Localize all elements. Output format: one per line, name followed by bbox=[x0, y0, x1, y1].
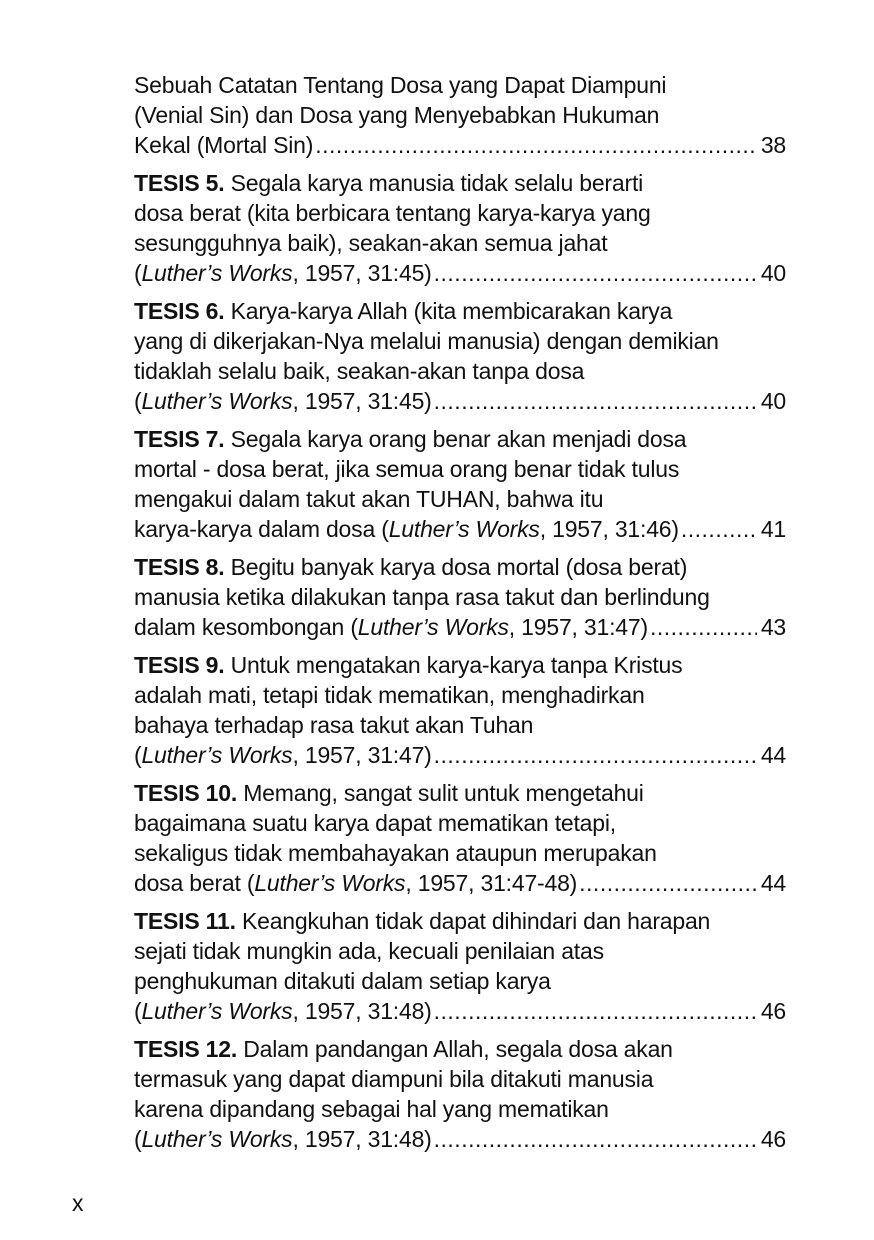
toc-entry-text: Kekal (Mortal Sin) bbox=[134, 132, 314, 158]
toc-entry-citation bbox=[134, 740, 432, 770]
toc-entry-citation bbox=[134, 612, 648, 642]
citation-post: , 1957, 31:46) bbox=[539, 516, 679, 542]
dot-leader bbox=[681, 514, 757, 544]
toc-entry-first-line bbox=[134, 906, 786, 936]
page-number: 46 bbox=[760, 1126, 786, 1152]
toc-entry-line: bahaya terhadap rasa takut akan Tuhan bbox=[134, 712, 534, 738]
toc-entry-last-line bbox=[134, 996, 786, 1026]
toc-entry-line: (Venial Sin) dan Dosa yang Menyebabkan Hukuman bbox=[134, 102, 660, 128]
thesis-label: TESIS 7. bbox=[134, 426, 225, 452]
toc-entry-line: dosa berat (kita berbicara tentang karya-karya yang bbox=[134, 200, 651, 226]
citation-post: , 1957, 31:47) bbox=[292, 742, 432, 768]
toc-entry-line: karena dipandang sebagai hal yang mematikan bbox=[134, 1096, 609, 1122]
toc-entry-first-line bbox=[134, 778, 786, 808]
dot-leader bbox=[434, 386, 757, 416]
citation-source: Luther’s Works bbox=[141, 388, 293, 414]
citation-pre: ( bbox=[134, 998, 142, 1024]
toc-entry-line: adalah mati, tetapi tidak mematikan, menghadirkan bbox=[134, 682, 645, 708]
toc-entry-line: penghukuman ditakuti dalam setiap karya bbox=[134, 968, 551, 994]
thesis-label: TESIS 8. bbox=[134, 554, 225, 580]
toc-entry-text: Segala karya orang benar akan menjadi dosa bbox=[224, 426, 687, 452]
citation-pre: dalam kesombongan ( bbox=[134, 614, 358, 640]
toc-entry-first-line bbox=[134, 296, 786, 326]
citation-source: Luther’s Works bbox=[357, 614, 509, 640]
toc-entry-text: Karya-karya Allah (kita membicarakan karya bbox=[224, 298, 673, 324]
toc-entry-citation bbox=[134, 996, 432, 1026]
toc-entry-text: Segala karya manusia tidak selalu berarti bbox=[224, 170, 644, 196]
dot-leader bbox=[434, 258, 757, 288]
citation-post: , 1957, 31:45) bbox=[292, 388, 432, 414]
toc-entry-tesis-10[interactable] bbox=[134, 778, 786, 898]
toc-entry-last-line bbox=[134, 1124, 786, 1154]
toc-entry-text: Keangkuhan tidak dapat dihindari dan harapan bbox=[235, 908, 711, 934]
toc-entry-citation bbox=[134, 868, 577, 898]
toc-entry-citation bbox=[134, 258, 432, 288]
toc-entry-first-line bbox=[134, 552, 786, 582]
thesis-label: TESIS 10. bbox=[134, 780, 238, 806]
page-number: 44 bbox=[760, 742, 786, 768]
toc-entry-citation bbox=[134, 514, 679, 544]
toc-entry-venial-mortal-note[interactable] bbox=[134, 70, 786, 160]
toc-entry-line: mengakui dalam takut akan TUHAN, bahwa itu bbox=[134, 486, 604, 512]
toc-entry-first-line bbox=[134, 1034, 786, 1064]
citation-source: Luther’s Works bbox=[254, 870, 406, 896]
citation-pre: ( bbox=[134, 1126, 142, 1152]
citation-pre: ( bbox=[134, 260, 142, 286]
toc-entry-last-line bbox=[134, 386, 786, 416]
dot-leader bbox=[315, 130, 757, 160]
page-number: 38 bbox=[760, 132, 786, 158]
toc-entry-line: sejati tidak mungkin ada, kecuali penilaian atas bbox=[134, 938, 604, 964]
dot-leader bbox=[434, 740, 757, 770]
toc-entry-text: Dalam pandangan Allah, segala dosa akan bbox=[237, 1036, 673, 1062]
toc-entry-last-line bbox=[134, 612, 786, 642]
page-number: 40 bbox=[760, 388, 786, 414]
citation-pre: karya-karya dalam dosa ( bbox=[134, 516, 389, 542]
citation-pre: dosa berat ( bbox=[134, 870, 255, 896]
toc-entry-last-line bbox=[134, 740, 786, 770]
toc-entry-last-line bbox=[134, 514, 786, 544]
toc-entry-line: tidaklah selalu baik, seakan-akan tanpa dosa bbox=[134, 358, 585, 384]
table-of-contents bbox=[134, 70, 786, 1162]
toc-entry-tesis-7[interactable] bbox=[134, 424, 786, 544]
thesis-label: TESIS 9. bbox=[134, 652, 225, 678]
toc-entry-tesis-5[interactable] bbox=[134, 168, 786, 288]
citation-source: Luther’s Works bbox=[141, 742, 293, 768]
citation-pre: ( bbox=[134, 742, 142, 768]
toc-entry-line: mortal - dosa berat, jika semua orang benar tidak tulus bbox=[134, 456, 680, 482]
citation-post: , 1957, 31:48) bbox=[292, 1126, 432, 1152]
page-number: 46 bbox=[760, 998, 786, 1024]
toc-entry-text: Untuk mengatakan karya-karya tanpa Kristus bbox=[224, 652, 683, 678]
page-number: 43 bbox=[760, 614, 786, 640]
dot-leader bbox=[434, 996, 757, 1026]
thesis-label: TESIS 12. bbox=[134, 1036, 238, 1062]
citation-source: Luther’s Works bbox=[141, 1126, 293, 1152]
toc-entry-text: Begitu banyak karya dosa mortal (dosa berat) bbox=[224, 554, 688, 580]
toc-entry-line: sesungguhnya baik), seakan-akan semua jahat bbox=[134, 230, 608, 256]
citation-post: , 1957, 31:47-48) bbox=[405, 870, 578, 896]
citation-source: Luther’s Works bbox=[141, 998, 293, 1024]
toc-entry-last-line bbox=[134, 868, 786, 898]
toc-entry-citation bbox=[134, 1124, 432, 1154]
citation-post: , 1957, 31:48) bbox=[292, 998, 432, 1024]
page-folio: x bbox=[72, 1190, 84, 1216]
toc-entry-line: yang di dikerjakan-Nya melalui manusia) dengan demikian bbox=[134, 328, 719, 354]
toc-entry-first-line bbox=[134, 424, 786, 454]
toc-entry-line: Sebuah Catatan Tentang Dosa yang Dapat Diampuni bbox=[134, 72, 667, 98]
toc-entry-line: termasuk yang dapat diampuni bila ditakuti manusia bbox=[134, 1066, 654, 1092]
toc-entry-tesis-6[interactable] bbox=[134, 296, 786, 416]
toc-entry-line: manusia ketika dilakukan tanpa rasa takut dan berlindung bbox=[134, 584, 710, 610]
toc-entry-tesis-8[interactable] bbox=[134, 552, 786, 642]
toc-entry-last-line bbox=[134, 130, 786, 160]
toc-entry-tesis-12[interactable] bbox=[134, 1034, 786, 1154]
page-number: 44 bbox=[760, 870, 786, 896]
toc-entry-tesis-11[interactable] bbox=[134, 906, 786, 1026]
toc-entry-line: bagaimana suatu karya dapat mematikan tetapi, bbox=[134, 810, 616, 836]
citation-post: , 1957, 31:47) bbox=[508, 614, 648, 640]
thesis-label: TESIS 5. bbox=[134, 170, 225, 196]
toc-entry-first-line bbox=[134, 168, 786, 198]
toc-entry-citation bbox=[134, 386, 432, 416]
toc-entry-first-line bbox=[134, 650, 786, 680]
toc-entry-text: Memang, sangat sulit untuk mengetahui bbox=[237, 780, 644, 806]
dot-leader bbox=[650, 612, 757, 642]
citation-source: Luther’s Works bbox=[141, 260, 293, 286]
dot-leader bbox=[579, 868, 757, 898]
citation-source: Luther’s Works bbox=[388, 516, 540, 542]
thesis-label: TESIS 6. bbox=[134, 298, 225, 324]
citation-pre: ( bbox=[134, 388, 142, 414]
citation-post: , 1957, 31:45) bbox=[292, 260, 432, 286]
page-number: 40 bbox=[760, 260, 786, 286]
toc-entry-line: sekaligus tidak membahayakan ataupun merupakan bbox=[134, 840, 657, 866]
toc-entry-tesis-9[interactable] bbox=[134, 650, 786, 770]
toc-entry-last-line bbox=[134, 258, 786, 288]
dot-leader bbox=[434, 1124, 757, 1154]
page-number: 41 bbox=[760, 516, 786, 542]
thesis-label: TESIS 11. bbox=[134, 908, 236, 934]
